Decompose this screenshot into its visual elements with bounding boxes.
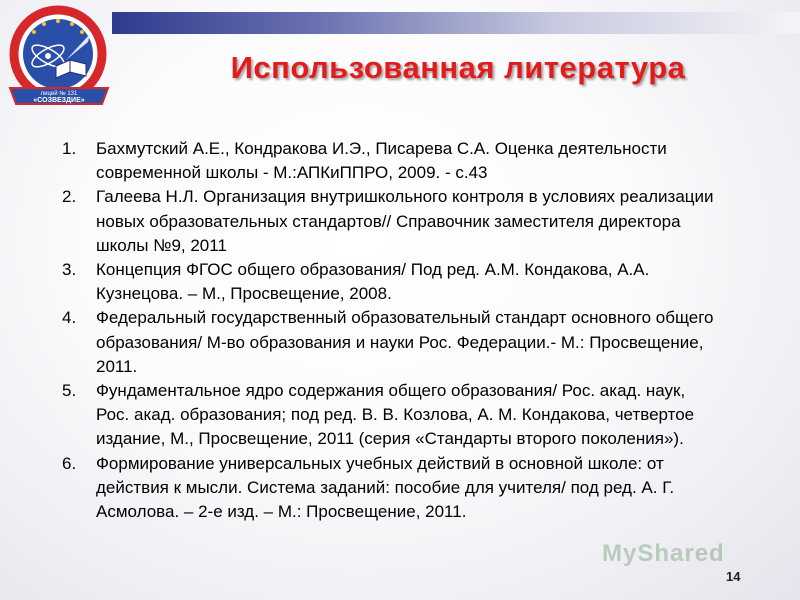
- header-gradient-bar: [112, 12, 800, 34]
- list-item-text: Бахмутский А.Е., Кондракова И.Э., Писарева С.А. Оценка деятельности современной школы - М.:АПКиППРО, 2009. - с.43: [96, 139, 667, 183]
- list-item-number: 5.: [62, 381, 77, 401]
- slide-title: Использованная литература: [230, 50, 686, 85]
- list-item: [62, 306, 722, 379]
- list-item: [62, 185, 722, 258]
- list-item: [62, 137, 722, 185]
- watermark: MyShared: [602, 540, 725, 567]
- list-item: [62, 379, 722, 452]
- list-item-text: Федеральный государственный образовательный стандарт основного общего образования/ М-во образования и науки Рос. Федерации.- М.: Просвещение, 2011.: [96, 308, 714, 376]
- list-item: [62, 452, 722, 525]
- list-item: [62, 258, 722, 306]
- list-item-number: 2.: [62, 187, 77, 207]
- list-item-number: 1.: [62, 139, 77, 158]
- list-item-text: Галеева Н.Л. Организация внутришкольного контроля в условиях реализации новых образовательных стандартов// Справочник заместителя директора школы №9, 2011: [96, 187, 714, 255]
- list-item-number: 4.: [62, 308, 77, 328]
- list-item-number: 3.: [62, 260, 77, 280]
- logo-line1: лицей № 131: [40, 91, 78, 97]
- school-logo: [4, 4, 116, 116]
- list-item-text: Фундаментальное ядро содержания общего образования/ Рос. акад. наук, Рос. акад. образования; под ред. В. В. Козлова, А. М. Кондакова, четвертое издание, М., Просвещение, 2011 (серия «Стандарты второго поколения»).: [96, 381, 695, 449]
- list-item-number: 6.: [62, 453, 77, 473]
- list-item-text: Концепция ФГОС общего образования/ Под ред. А.М. Кондакова, А.А. Кузнецова. – М., Просвещение, 2008.: [96, 260, 650, 304]
- list-item-text: Формирование универсальных учебных действий в основной школе: от действия к мысли. Система заданий: пособие для учителя/ под ред. А. Г. Асмолова. – 2-е изд. – М.: Просвещение, 2011.: [96, 453, 675, 522]
- logo-line2: «СОЗВЕЗДИЕ»: [33, 97, 85, 104]
- page-number: 14: [726, 569, 741, 584]
- reference-list: [62, 137, 722, 524]
